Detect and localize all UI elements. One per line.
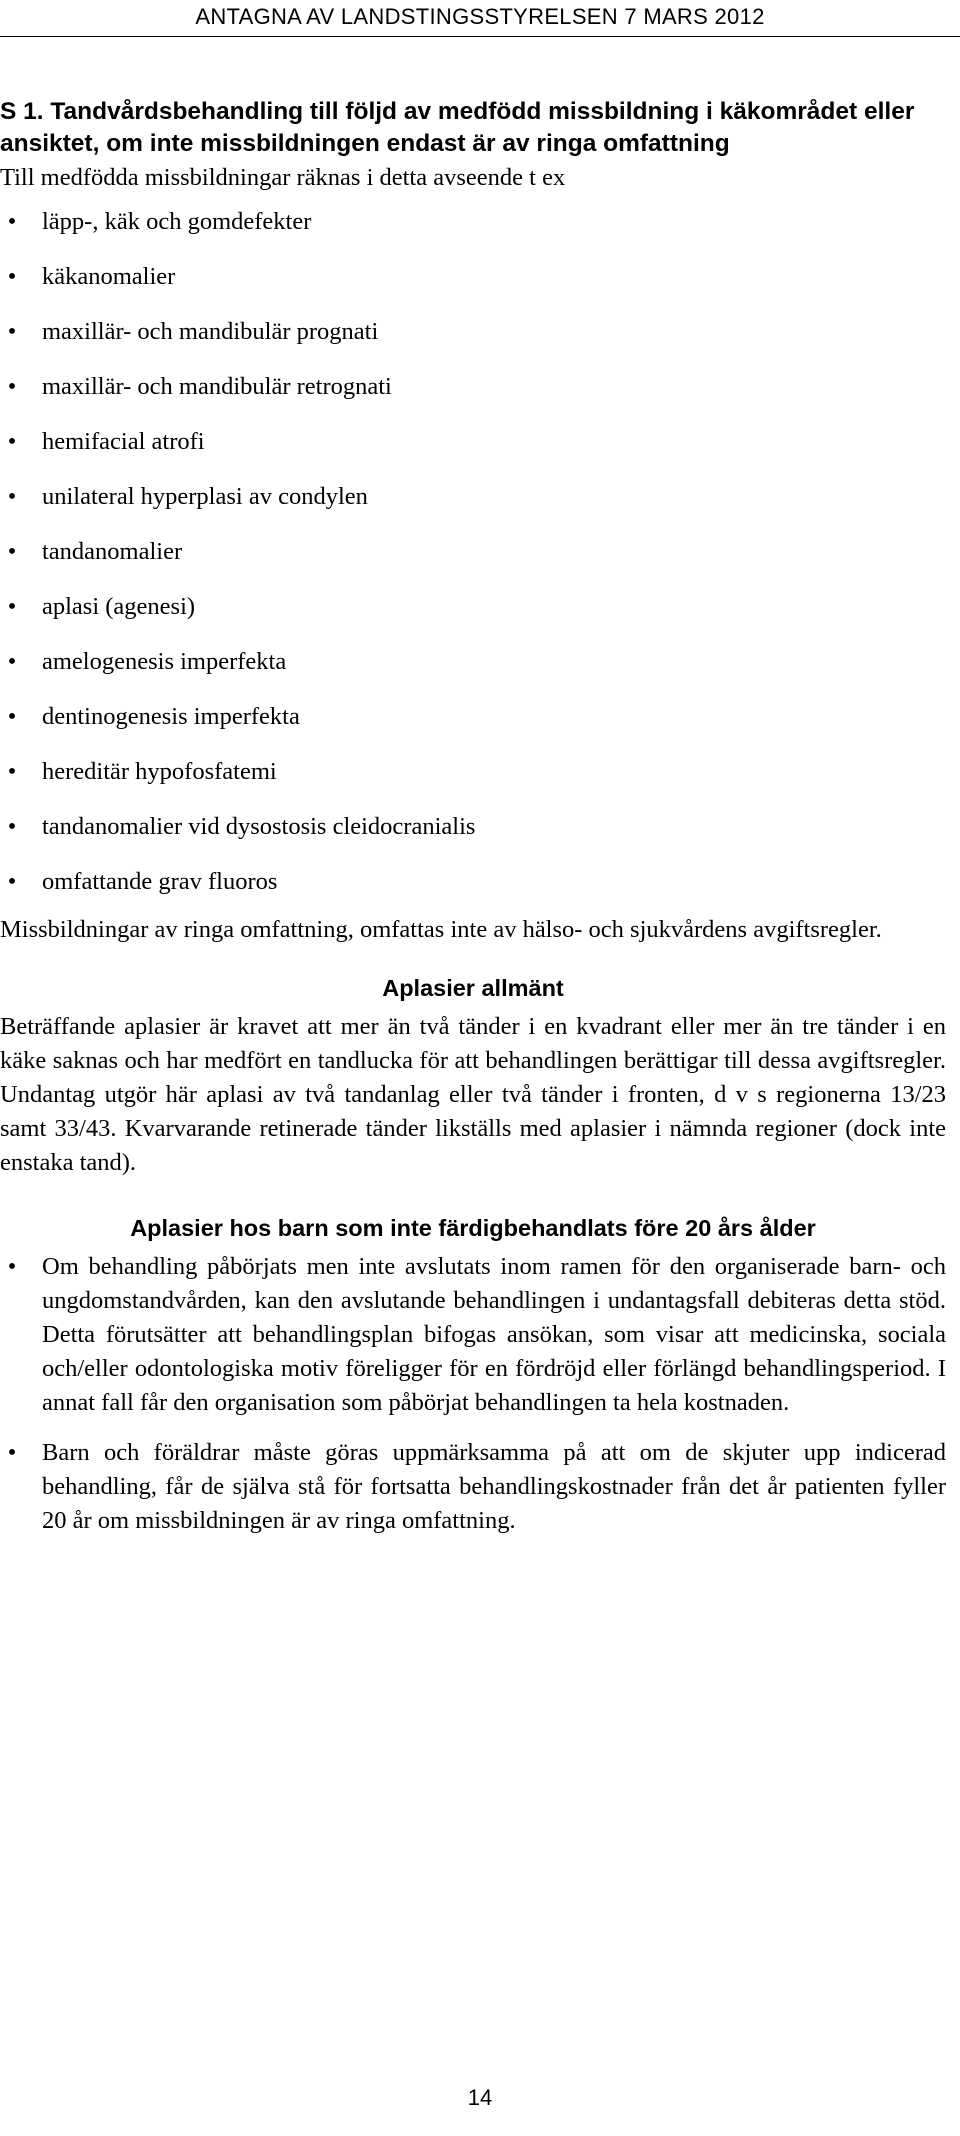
bullet-icon: • <box>7 428 17 455</box>
list-item <box>0 1250 946 1420</box>
list-item-text: tandanomalier <box>42 538 183 565</box>
bullet-icon: • <box>7 318 17 345</box>
list-item <box>0 701 946 733</box>
document-body <box>0 96 946 1538</box>
list-item-text: käkanomalier <box>42 263 176 290</box>
bullet-icon: • <box>7 263 17 290</box>
list-item-text: hemifacial atrofi <box>42 428 205 455</box>
bullet-icon: • <box>7 1253 17 1280</box>
list-item-text: omfattande grav fluoros <box>42 868 278 895</box>
aplasia-general-text: Beträffande aplasier är kravet att mer än två tänder i en kvadrant eller mer än tre tänder i en käke saknas och har medfört en tandlucka för att behandlingen berättigar till dessa avgiftsregler. Undantag utgör här aplasi av två tandanlag eller två tänder i fronten, d v s regionerna 13/23 samt 33/43. Kvarvarande retinerade tänder likställs med aplasier i nämnda regioner (dock inte enstaka tand). <box>0 1013 946 1176</box>
list-item <box>0 1436 946 1538</box>
list-item-text: maxillär- och mandibulär retrognati <box>42 373 392 400</box>
list-item-text: dentinogenesis imperfekta <box>42 703 300 730</box>
minor-malformation-note: Missbildningar av ringa omfattning, omfattas inte av hälso- och sjukvårdens avgiftsregler. <box>0 916 882 943</box>
aplasia-children-heading: Aplasier hos barn som inte färdigbehandlats före 20 års ålder <box>130 1215 816 1241</box>
list-item <box>0 866 946 898</box>
list-item-text: maxillär- och mandibulär prognati <box>42 318 379 345</box>
bullet-icon: • <box>7 483 17 510</box>
list-item-text: hereditär hypofosfatemi <box>42 758 277 785</box>
list-item <box>0 371 946 403</box>
list-item <box>0 316 946 348</box>
list-item <box>0 536 946 568</box>
bullet-icon: • <box>7 813 17 840</box>
bullet-icon: • <box>7 373 17 400</box>
list-item <box>0 756 946 788</box>
bullet-icon: • <box>7 648 17 675</box>
list-item-text: tandanomalier vid dysostosis cleidocranialis <box>42 813 476 840</box>
page-number: 14 <box>467 2085 493 2110</box>
malformation-list <box>0 206 946 898</box>
bullet-icon: • <box>7 1439 17 1466</box>
page-header: ANTAGNA AV LANDSTINGSSTYRELSEN 7 MARS 2012 <box>195 4 765 29</box>
list-item-text: unilateral hyperplasi av condylen <box>42 483 368 510</box>
list-item <box>0 811 946 843</box>
list-item <box>0 591 946 623</box>
bullet-icon: • <box>7 868 17 895</box>
list-item <box>0 646 946 678</box>
header-rule <box>0 36 960 37</box>
bullet-icon: • <box>7 208 17 235</box>
list-item-text: läpp-, käk och gomdefekter <box>42 208 312 235</box>
section-title: S 1. Tandvårdsbehandling till följd av medfödd missbildning i käkområdet eller ansiktet, om inte missbildningen endast är av ringa omfattning <box>0 98 915 157</box>
aplasia-general-heading: Aplasier allmänt <box>382 975 564 1001</box>
list-item <box>0 261 946 293</box>
list-item-text: amelogenesis imperfekta <box>42 648 287 675</box>
aplasia-children-list <box>0 1250 946 1538</box>
intro-text: Till medfödda missbildningar räknas i detta avseende t ex <box>0 164 566 191</box>
list-item-text: Barn och föräldrar måste göras uppmärksamma på att om de skjuter upp indicerad behandling, får de själva stå för fortsatta behandlingskostnader från det år patienten fyller 20 år om missbildningen är av ringa omfattning. <box>42 1439 946 1534</box>
list-item-text: aplasi (agenesi) <box>42 593 196 620</box>
bullet-icon: • <box>7 593 17 620</box>
list-item <box>0 206 946 238</box>
bullet-icon: • <box>7 538 17 565</box>
list-item <box>0 426 946 458</box>
bullet-icon: • <box>7 703 17 730</box>
list-item <box>0 481 946 513</box>
list-item-text: Om behandling påbörjats men inte avslutats inom ramen för den organiserade barn- och ungdomstandvården, kan den avslutande behandlingen i undantagsfall debiteras detta stöd. Detta förutsätter att behandlingsplan bifogas ansökan, som visar att medicinska, sociala och/eller odontologiska motiv föreligger för en fördröjd eller förlängd behandlingsperiod. I annat fall får den organisation som påbörjat behandlingen ta hela kostnaden. <box>42 1253 946 1416</box>
bullet-icon: • <box>7 758 17 785</box>
